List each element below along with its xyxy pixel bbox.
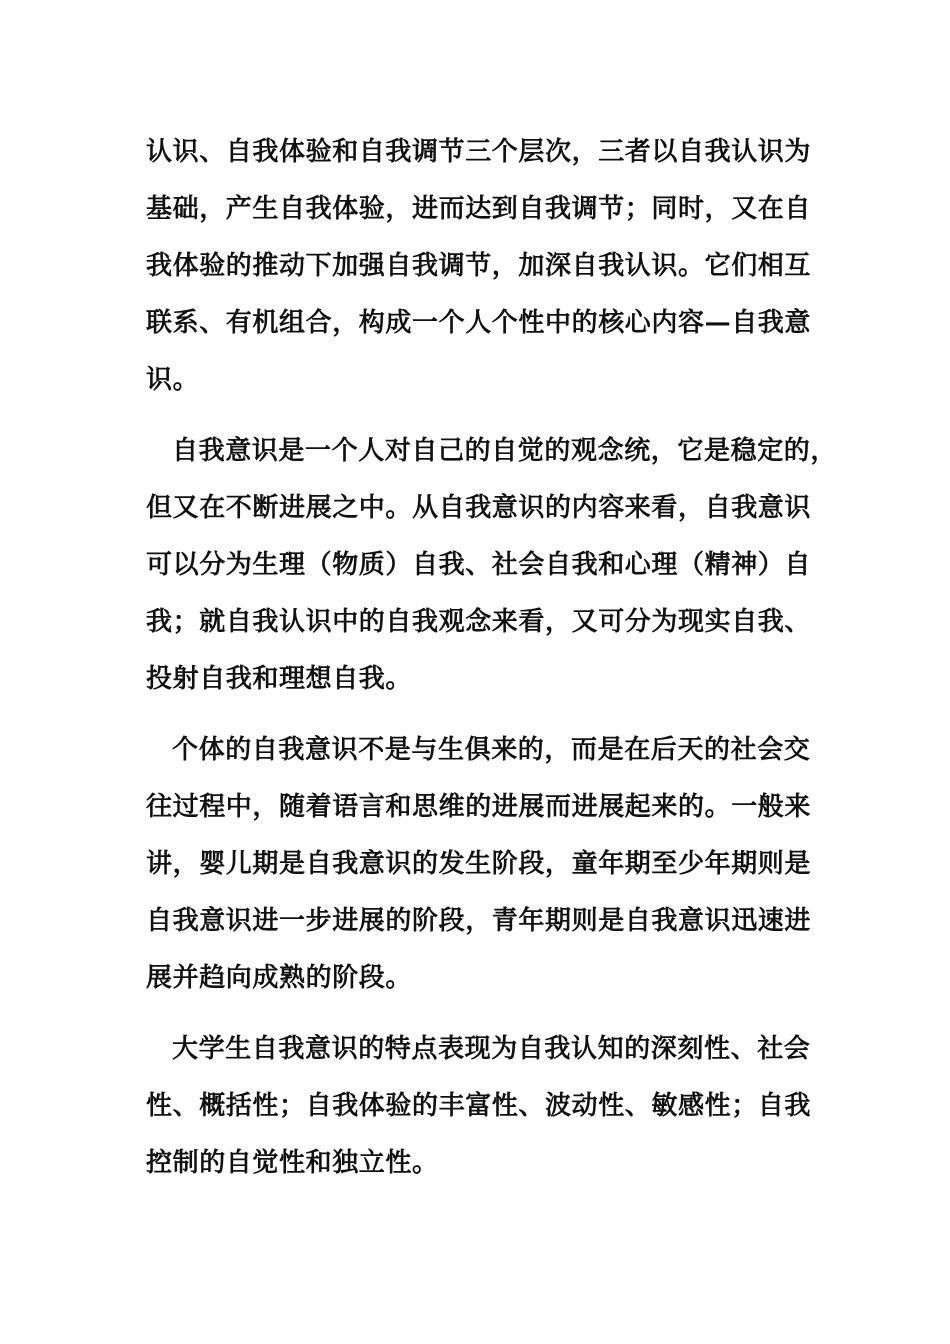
paragraph-1-line-2: 基础，产生自我体验，进而达到自我调节；同时，又在自 [146, 194, 812, 224]
paragraph-4-line-1: 大学生自我意识的特点表现为自我认知的深刻性、社会 [172, 1034, 811, 1064]
paragraph-3-line-5: 展并趋向成熟的阶段。 [146, 963, 413, 993]
paragraph-1-line-3: 我体验的推动下加强自我调节，加深自我认识。它们相互 [146, 251, 812, 281]
paragraph-2-line-1: 自我意识是一个人对自己的自觉的观念统，它是稳定的， [172, 436, 838, 466]
paragraph-1-line-4: 联系、有机组合，构成一个人个性中的核心内容—自我意 [146, 308, 812, 338]
paragraph-2-line-2: 但又在不断进展之中。从自我意识的内容来看，自我意识 [146, 493, 812, 523]
paragraph-4-line-3: 控制的自觉性和独立性。 [146, 1148, 439, 1178]
paragraph-3-line-2: 往过程中，随着语言和思维的进展而进展起来的。一般来 [146, 792, 812, 822]
paragraph-1-line-5: 识。 [146, 365, 200, 395]
paragraph-3-line-4: 自我意识进一步进展的阶段，青年期则是自我意识迅速进 [146, 906, 812, 936]
paragraph-2-line-3: 可以分为生理（物质）自我、社会自我和心理（精神）自 [146, 550, 812, 580]
paragraph-4-line-2: 性、概括性；自我体验的丰富性、波动性、敏感性；自我 [146, 1091, 812, 1121]
paragraph-3-line-1: 个体的自我意识不是与生俱来的，而是在后天的社会交 [172, 735, 811, 765]
paragraph-2-line-5: 投射自我和理想自我。 [146, 664, 413, 694]
paragraph-2-line-4: 我；就自我认识中的自我观念来看，又可分为现实自我、 [146, 607, 812, 637]
paragraph-1-line-1: 认识、自我体验和自我调节三个层次，三者以自我认识为 [146, 137, 812, 167]
paragraph-3-line-3: 讲，婴儿期是自我意识的发生阶段，童年期至少年期则是 [146, 849, 812, 879]
